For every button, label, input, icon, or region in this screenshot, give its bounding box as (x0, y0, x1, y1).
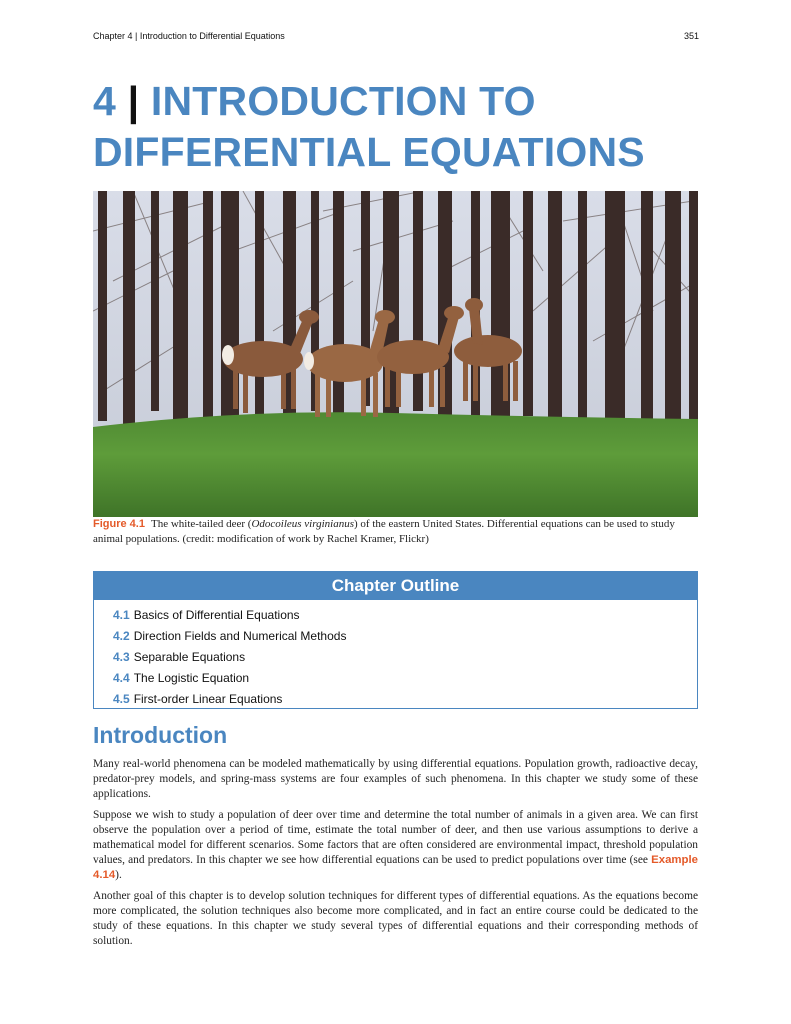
outline-item-label[interactable]: First-order Linear Equations (133, 692, 283, 706)
running-head (93, 31, 699, 41)
chapter-outline-heading: Chapter Outline (94, 572, 697, 600)
caption-text-after: ) of the eastern United States. Differential equations can be used to study animal populations. (credit: modification of work by Rachel Kramer, Flickr) (93, 518, 675, 545)
outline-item-label[interactable]: Basics of Differential Equations (133, 608, 300, 622)
outline-item[interactable] (113, 605, 697, 626)
outline-item-label[interactable]: Direction Fields and Numerical Methods (133, 629, 347, 643)
outline-item[interactable] (113, 647, 697, 668)
page-number: 351 (683, 31, 699, 41)
chapter-number: 4 (93, 78, 117, 124)
caption-species: Odocoileus virginianus (251, 518, 355, 530)
outline-item-number[interactable]: 4.1 (113, 608, 130, 622)
running-head-title: Chapter 4 | Introduction to Differential Equations (93, 31, 285, 41)
outline-item-number[interactable]: 4.4 (113, 671, 130, 685)
outline-item-number[interactable]: 4.5 (113, 692, 130, 706)
chapter-title (93, 76, 713, 178)
outline-item-label[interactable]: The Logistic Equation (133, 671, 250, 685)
outline-item[interactable] (113, 668, 697, 689)
caption-text-before: The white-tailed deer ( (150, 518, 252, 530)
intro-paragraph-2-text: Suppose we wish to study a population of deer over time and determine the total number of animals in a given area. We can first observe the population over a period of time, estimate the total number of deer, and then use various assumptions to derive a mathematical model for different scenarios. Some factors that are often considered are environmental impact, threshold population values, and predators. In this chapter we see how differential equations can be used to predict populations over time (see (93, 809, 698, 866)
grass-field (93, 412, 698, 517)
intro-paragraph-2-end: ). (115, 868, 122, 881)
intro-paragraph-2 (93, 808, 698, 882)
outline-item-number[interactable]: 4.2 (113, 629, 130, 643)
chapter-separator: | (127, 78, 140, 124)
introduction-body (93, 757, 698, 956)
chapter-title-line1: INTRODUCTION TO (150, 78, 536, 124)
intro-paragraph-3: Another goal of this chapter is to develop solution techniques for different types of differential equations. As the equations become more complicated, the solution techniques also become more complicated, and in fact an entire course could be dedicated to the study of these equations. In this chapter we study several types of differential equations and their corresponding methods of solution. (93, 890, 698, 947)
deer-photo (93, 191, 698, 517)
figure-caption (93, 517, 698, 547)
outline-item[interactable] (113, 689, 697, 710)
outline-item[interactable] (113, 626, 697, 647)
introduction-heading: Introduction (93, 722, 228, 748)
example-link[interactable]: Example 4.14 (93, 853, 698, 881)
chapter-outline-box (93, 571, 698, 709)
intro-paragraph-1: Many real-world phenomena can be modeled mathematically by using differential equations. Population growth, radioactive decay, predator-prey models, and spring-mass systems are four examples of such phenomena. In this chapter we study some of these applications. (93, 758, 698, 800)
chapter-title-line2: DIFFERENTIAL EQUATIONS (93, 129, 645, 175)
chapter-outline-list (94, 600, 697, 710)
figure-label: Figure 4.1 (93, 518, 145, 530)
outline-item-number[interactable]: 4.3 (113, 650, 130, 664)
outline-item-label[interactable]: Separable Equations (133, 650, 246, 664)
